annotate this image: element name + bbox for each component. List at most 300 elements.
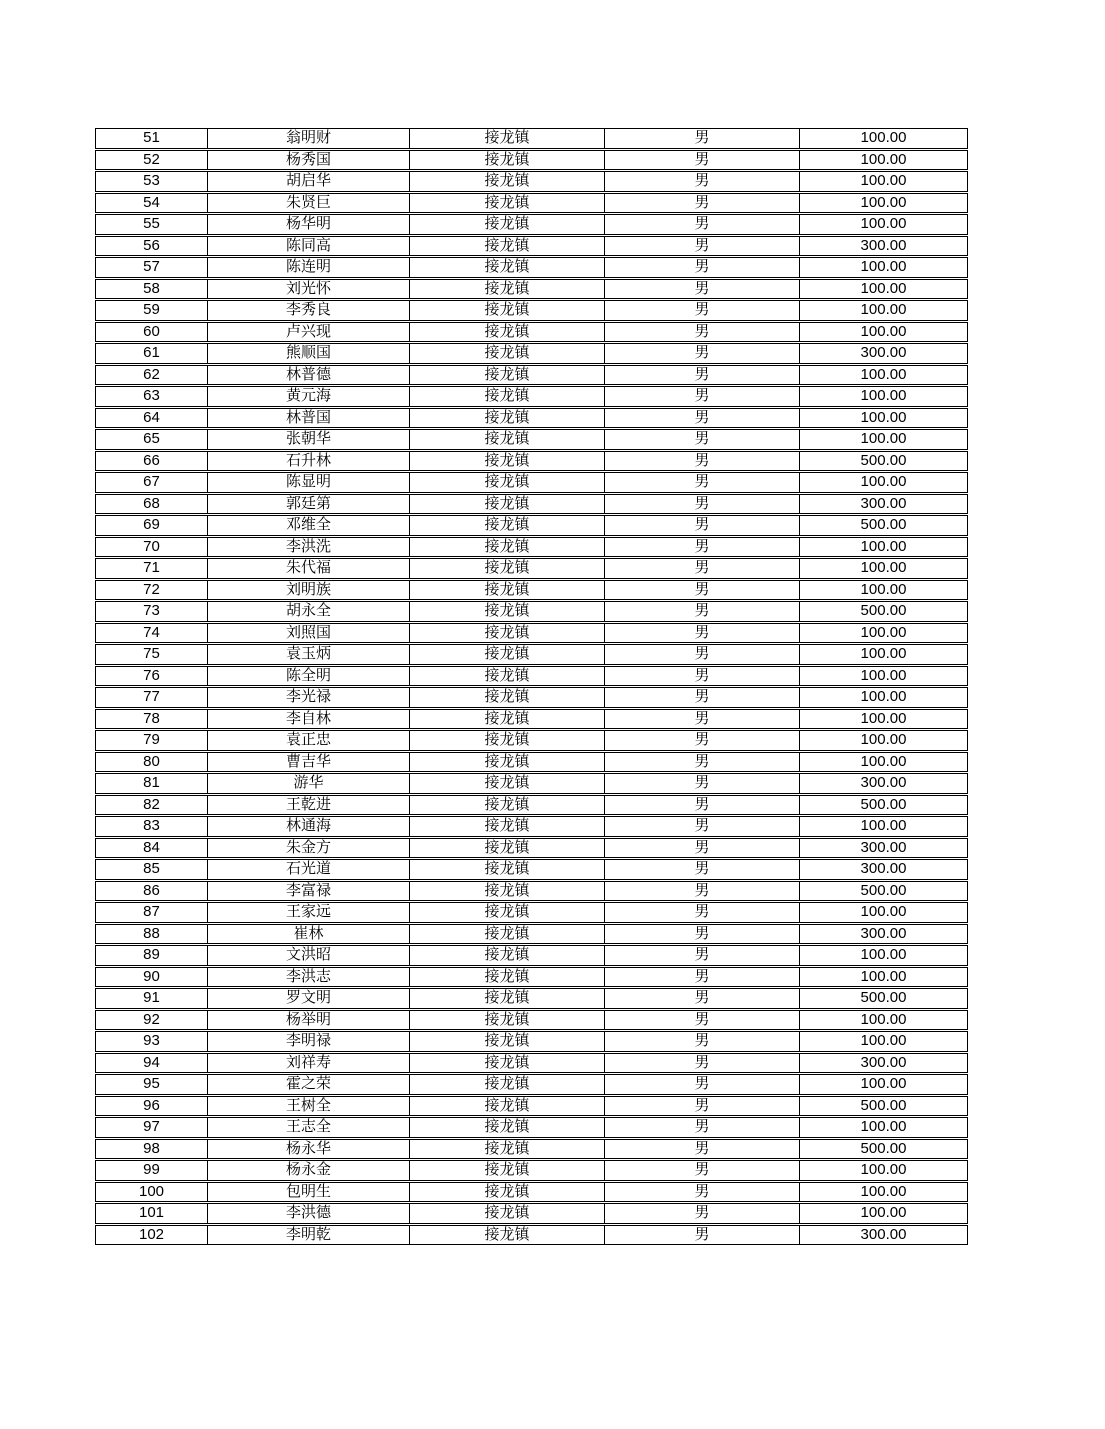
- person-name-cell: 邓维全: [208, 515, 410, 536]
- amount-cell: 100.00: [800, 408, 968, 429]
- amount-cell: 100.00: [800, 1010, 968, 1031]
- row-number-cell: 102: [95, 1225, 208, 1246]
- gender-cell: 男: [605, 537, 800, 558]
- gender-cell: 男: [605, 171, 800, 192]
- town-cell: 接龙镇: [410, 580, 605, 601]
- amount-cell: 100.00: [800, 816, 968, 837]
- row-number-cell: 79: [95, 730, 208, 751]
- person-name-cell: 李洪志: [208, 967, 410, 988]
- gender-cell: 男: [605, 343, 800, 364]
- town-cell: 接龙镇: [410, 128, 605, 149]
- amount-cell: 100.00: [800, 730, 968, 751]
- town-cell: 接龙镇: [410, 558, 605, 579]
- town-cell: 接龙镇: [410, 902, 605, 923]
- town-cell: 接龙镇: [410, 472, 605, 493]
- person-name-cell: 林普德: [208, 365, 410, 386]
- row-number-cell: 58: [95, 279, 208, 300]
- table-row: [95, 752, 968, 773]
- table-row: [95, 838, 968, 859]
- spreadsheet-page: [95, 127, 968, 1246]
- amount-cell: 300.00: [800, 773, 968, 794]
- table-row: [95, 537, 968, 558]
- gender-cell: 男: [605, 580, 800, 601]
- town-cell: 接龙镇: [410, 515, 605, 536]
- row-number-cell: 60: [95, 322, 208, 343]
- town-cell: 接龙镇: [410, 343, 605, 364]
- gender-cell: 男: [605, 730, 800, 751]
- table-row: [95, 730, 968, 751]
- town-cell: 接龙镇: [410, 988, 605, 1009]
- gender-cell: 男: [605, 902, 800, 923]
- amount-cell: 100.00: [800, 687, 968, 708]
- row-number-cell: 63: [95, 386, 208, 407]
- person-name-cell: 刘祥寿: [208, 1053, 410, 1074]
- amount-cell: 300.00: [800, 1053, 968, 1074]
- row-number-cell: 56: [95, 236, 208, 257]
- person-name-cell: 黄元海: [208, 386, 410, 407]
- table-row: [95, 902, 968, 923]
- town-cell: 接龙镇: [410, 1031, 605, 1052]
- amount-cell: 100.00: [800, 558, 968, 579]
- amount-cell: 100.00: [800, 709, 968, 730]
- town-cell: 接龙镇: [410, 408, 605, 429]
- table-row: [95, 150, 968, 171]
- amount-cell: 100.00: [800, 472, 968, 493]
- gender-cell: 男: [605, 494, 800, 515]
- row-number-cell: 81: [95, 773, 208, 794]
- person-name-cell: 杨举明: [208, 1010, 410, 1031]
- person-name-cell: 霍之荣: [208, 1074, 410, 1095]
- amount-cell: 100.00: [800, 967, 968, 988]
- amount-cell: 100.00: [800, 1203, 968, 1224]
- amount-cell: 100.00: [800, 257, 968, 278]
- row-number-cell: 66: [95, 451, 208, 472]
- town-cell: 接龙镇: [410, 773, 605, 794]
- row-number-cell: 97: [95, 1117, 208, 1138]
- town-cell: 接龙镇: [410, 709, 605, 730]
- gender-cell: 男: [605, 365, 800, 386]
- person-name-cell: 袁玉炳: [208, 644, 410, 665]
- row-number-cell: 95: [95, 1074, 208, 1095]
- row-number-cell: 74: [95, 623, 208, 644]
- table-row: [95, 257, 968, 278]
- row-number-cell: 51: [95, 128, 208, 149]
- amount-cell: 100.00: [800, 1160, 968, 1181]
- person-name-cell: 杨华明: [208, 214, 410, 235]
- table-row: [95, 365, 968, 386]
- amount-cell: 100.00: [800, 666, 968, 687]
- person-name-cell: 杨永金: [208, 1160, 410, 1181]
- gender-cell: 男: [605, 601, 800, 622]
- roster-table-body: [95, 128, 968, 1245]
- person-name-cell: 包明生: [208, 1182, 410, 1203]
- row-number-cell: 61: [95, 343, 208, 364]
- table-row: [95, 193, 968, 214]
- person-name-cell: 翁明财: [208, 128, 410, 149]
- table-row: [95, 988, 968, 1009]
- town-cell: 接龙镇: [410, 537, 605, 558]
- table-row: [95, 494, 968, 515]
- person-name-cell: 李洪德: [208, 1203, 410, 1224]
- row-number-cell: 89: [95, 945, 208, 966]
- amount-cell: 500.00: [800, 1096, 968, 1117]
- gender-cell: 男: [605, 300, 800, 321]
- gender-cell: 男: [605, 666, 800, 687]
- person-name-cell: 陈同高: [208, 236, 410, 257]
- table-row: [95, 1117, 968, 1138]
- person-name-cell: 杨永华: [208, 1139, 410, 1160]
- town-cell: 接龙镇: [410, 795, 605, 816]
- gender-cell: 男: [605, 279, 800, 300]
- person-name-cell: 刘照国: [208, 623, 410, 644]
- person-name-cell: 朱贤巨: [208, 193, 410, 214]
- person-name-cell: 李明乾: [208, 1225, 410, 1246]
- gender-cell: 男: [605, 1010, 800, 1031]
- person-name-cell: 李洪洗: [208, 537, 410, 558]
- row-number-cell: 67: [95, 472, 208, 493]
- town-cell: 接龙镇: [410, 945, 605, 966]
- gender-cell: 男: [605, 859, 800, 880]
- gender-cell: 男: [605, 408, 800, 429]
- gender-cell: 男: [605, 386, 800, 407]
- gender-cell: 男: [605, 1117, 800, 1138]
- row-number-cell: 86: [95, 881, 208, 902]
- gender-cell: 男: [605, 773, 800, 794]
- row-number-cell: 83: [95, 816, 208, 837]
- amount-cell: 300.00: [800, 343, 968, 364]
- town-cell: 接龙镇: [410, 236, 605, 257]
- table-row: [95, 386, 968, 407]
- amount-cell: 100.00: [800, 1031, 968, 1052]
- town-cell: 接龙镇: [410, 214, 605, 235]
- amount-cell: 500.00: [800, 601, 968, 622]
- gender-cell: 男: [605, 1031, 800, 1052]
- row-number-cell: 80: [95, 752, 208, 773]
- table-row: [95, 300, 968, 321]
- row-number-cell: 77: [95, 687, 208, 708]
- person-name-cell: 刘明族: [208, 580, 410, 601]
- person-name-cell: 李自林: [208, 709, 410, 730]
- gender-cell: 男: [605, 472, 800, 493]
- gender-cell: 男: [605, 752, 800, 773]
- amount-cell: 100.00: [800, 386, 968, 407]
- gender-cell: 男: [605, 988, 800, 1009]
- town-cell: 接龙镇: [410, 838, 605, 859]
- town-cell: 接龙镇: [410, 816, 605, 837]
- table-row: [95, 644, 968, 665]
- person-name-cell: 李富禄: [208, 881, 410, 902]
- row-number-cell: 93: [95, 1031, 208, 1052]
- town-cell: 接龙镇: [410, 322, 605, 343]
- person-name-cell: 林普国: [208, 408, 410, 429]
- town-cell: 接龙镇: [410, 1010, 605, 1031]
- amount-cell: 100.00: [800, 279, 968, 300]
- row-number-cell: 84: [95, 838, 208, 859]
- table-row: [95, 1031, 968, 1052]
- table-row: [95, 623, 968, 644]
- gender-cell: 男: [605, 795, 800, 816]
- table-row: [95, 1160, 968, 1181]
- gender-cell: 男: [605, 816, 800, 837]
- amount-cell: 500.00: [800, 451, 968, 472]
- gender-cell: 男: [605, 1139, 800, 1160]
- table-row: [95, 773, 968, 794]
- person-name-cell: 崔林: [208, 924, 410, 945]
- amount-cell: 300.00: [800, 1225, 968, 1246]
- gender-cell: 男: [605, 1053, 800, 1074]
- gender-cell: 男: [605, 558, 800, 579]
- town-cell: 接龙镇: [410, 1096, 605, 1117]
- gender-cell: 男: [605, 1182, 800, 1203]
- table-row: [95, 558, 968, 579]
- amount-cell: 100.00: [800, 300, 968, 321]
- person-name-cell: 王乾进: [208, 795, 410, 816]
- amount-cell: 300.00: [800, 859, 968, 880]
- table-row: [95, 924, 968, 945]
- row-number-cell: 54: [95, 193, 208, 214]
- table-row: [95, 945, 968, 966]
- person-name-cell: 袁正忠: [208, 730, 410, 751]
- amount-cell: 100.00: [800, 1117, 968, 1138]
- table-row: [95, 236, 968, 257]
- row-number-cell: 85: [95, 859, 208, 880]
- table-row: [95, 171, 968, 192]
- person-name-cell: 陈连明: [208, 257, 410, 278]
- town-cell: 接龙镇: [410, 687, 605, 708]
- row-number-cell: 70: [95, 537, 208, 558]
- gender-cell: 男: [605, 881, 800, 902]
- person-name-cell: 朱金方: [208, 838, 410, 859]
- town-cell: 接龙镇: [410, 601, 605, 622]
- row-number-cell: 78: [95, 709, 208, 730]
- town-cell: 接龙镇: [410, 1203, 605, 1224]
- table-row: [95, 709, 968, 730]
- gender-cell: 男: [605, 128, 800, 149]
- gender-cell: 男: [605, 1096, 800, 1117]
- person-name-cell: 陈全明: [208, 666, 410, 687]
- row-number-cell: 90: [95, 967, 208, 988]
- amount-cell: 100.00: [800, 752, 968, 773]
- amount-cell: 100.00: [800, 580, 968, 601]
- amount-cell: 100.00: [800, 214, 968, 235]
- amount-cell: 300.00: [800, 494, 968, 515]
- amount-cell: 500.00: [800, 795, 968, 816]
- gender-cell: 男: [605, 257, 800, 278]
- gender-cell: 男: [605, 236, 800, 257]
- gender-cell: 男: [605, 322, 800, 343]
- row-number-cell: 53: [95, 171, 208, 192]
- gender-cell: 男: [605, 150, 800, 171]
- person-name-cell: 郭廷第: [208, 494, 410, 515]
- row-number-cell: 100: [95, 1182, 208, 1203]
- town-cell: 接龙镇: [410, 859, 605, 880]
- person-name-cell: 文洪昭: [208, 945, 410, 966]
- table-row: [95, 472, 968, 493]
- table-row: [95, 1203, 968, 1224]
- amount-cell: 100.00: [800, 537, 968, 558]
- table-row: [95, 666, 968, 687]
- row-number-cell: 71: [95, 558, 208, 579]
- gender-cell: 男: [605, 214, 800, 235]
- person-name-cell: 胡永全: [208, 601, 410, 622]
- row-number-cell: 69: [95, 515, 208, 536]
- town-cell: 接龙镇: [410, 171, 605, 192]
- person-name-cell: 曹吉华: [208, 752, 410, 773]
- town-cell: 接龙镇: [410, 429, 605, 450]
- gender-cell: 男: [605, 1074, 800, 1095]
- gender-cell: 男: [605, 687, 800, 708]
- amount-cell: 500.00: [800, 881, 968, 902]
- table-row: [95, 1139, 968, 1160]
- amount-cell: 100.00: [800, 1074, 968, 1095]
- amount-cell: 100.00: [800, 1182, 968, 1203]
- town-cell: 接龙镇: [410, 365, 605, 386]
- person-name-cell: 罗文明: [208, 988, 410, 1009]
- town-cell: 接龙镇: [410, 494, 605, 515]
- table-row: [95, 1010, 968, 1031]
- table-row: [95, 515, 968, 536]
- person-name-cell: 朱代福: [208, 558, 410, 579]
- town-cell: 接龙镇: [410, 881, 605, 902]
- row-number-cell: 72: [95, 580, 208, 601]
- table-row: [95, 1225, 968, 1246]
- row-number-cell: 101: [95, 1203, 208, 1224]
- row-number-cell: 52: [95, 150, 208, 171]
- gender-cell: 男: [605, 429, 800, 450]
- gender-cell: 男: [605, 1160, 800, 1181]
- town-cell: 接龙镇: [410, 150, 605, 171]
- row-number-cell: 91: [95, 988, 208, 1009]
- amount-cell: 300.00: [800, 838, 968, 859]
- gender-cell: 男: [605, 1203, 800, 1224]
- gender-cell: 男: [605, 515, 800, 536]
- table-row: [95, 279, 968, 300]
- town-cell: 接龙镇: [410, 1117, 605, 1138]
- table-row: [95, 214, 968, 235]
- town-cell: 接龙镇: [410, 1074, 605, 1095]
- person-name-cell: 李秀良: [208, 300, 410, 321]
- person-name-cell: 石光道: [208, 859, 410, 880]
- amount-cell: 100.00: [800, 322, 968, 343]
- gender-cell: 男: [605, 1225, 800, 1246]
- town-cell: 接龙镇: [410, 451, 605, 472]
- town-cell: 接龙镇: [410, 193, 605, 214]
- table-row: [95, 128, 968, 149]
- table-row: [95, 343, 968, 364]
- gender-cell: 男: [605, 623, 800, 644]
- gender-cell: 男: [605, 945, 800, 966]
- person-name-cell: 熊顺国: [208, 343, 410, 364]
- amount-cell: 100.00: [800, 902, 968, 923]
- town-cell: 接龙镇: [410, 1225, 605, 1246]
- person-name-cell: 王志全: [208, 1117, 410, 1138]
- town-cell: 接龙镇: [410, 924, 605, 945]
- table-row: [95, 1074, 968, 1095]
- amount-cell: 300.00: [800, 236, 968, 257]
- person-name-cell: 李明禄: [208, 1031, 410, 1052]
- town-cell: 接龙镇: [410, 623, 605, 644]
- amount-cell: 500.00: [800, 1139, 968, 1160]
- person-name-cell: 王家远: [208, 902, 410, 923]
- table-row: [95, 1053, 968, 1074]
- gender-cell: 男: [605, 924, 800, 945]
- table-row: [95, 451, 968, 472]
- row-number-cell: 65: [95, 429, 208, 450]
- town-cell: 接龙镇: [410, 1139, 605, 1160]
- table-row: [95, 795, 968, 816]
- town-cell: 接龙镇: [410, 300, 605, 321]
- table-row: [95, 601, 968, 622]
- row-number-cell: 62: [95, 365, 208, 386]
- person-name-cell: 卢兴现: [208, 322, 410, 343]
- person-name-cell: 胡启华: [208, 171, 410, 192]
- gender-cell: 男: [605, 967, 800, 988]
- table-row: [95, 322, 968, 343]
- table-row: [95, 429, 968, 450]
- gender-cell: 男: [605, 193, 800, 214]
- row-number-cell: 59: [95, 300, 208, 321]
- person-name-cell: 刘光怀: [208, 279, 410, 300]
- row-number-cell: 94: [95, 1053, 208, 1074]
- row-number-cell: 96: [95, 1096, 208, 1117]
- town-cell: 接龙镇: [410, 967, 605, 988]
- row-number-cell: 98: [95, 1139, 208, 1160]
- person-name-cell: 游华: [208, 773, 410, 794]
- row-number-cell: 75: [95, 644, 208, 665]
- gender-cell: 男: [605, 451, 800, 472]
- amount-cell: 300.00: [800, 924, 968, 945]
- amount-cell: 500.00: [800, 988, 968, 1009]
- table-row: [95, 816, 968, 837]
- town-cell: 接龙镇: [410, 257, 605, 278]
- person-name-cell: 李光禄: [208, 687, 410, 708]
- amount-cell: 100.00: [800, 429, 968, 450]
- person-name-cell: 张朝华: [208, 429, 410, 450]
- roster-table: [95, 127, 968, 1246]
- amount-cell: 100.00: [800, 171, 968, 192]
- row-number-cell: 99: [95, 1160, 208, 1181]
- town-cell: 接龙镇: [410, 730, 605, 751]
- amount-cell: 100.00: [800, 644, 968, 665]
- person-name-cell: 石升林: [208, 451, 410, 472]
- town-cell: 接龙镇: [410, 644, 605, 665]
- row-number-cell: 55: [95, 214, 208, 235]
- amount-cell: 100.00: [800, 128, 968, 149]
- row-number-cell: 87: [95, 902, 208, 923]
- town-cell: 接龙镇: [410, 666, 605, 687]
- town-cell: 接龙镇: [410, 279, 605, 300]
- amount-cell: 100.00: [800, 623, 968, 644]
- table-row: [95, 408, 968, 429]
- town-cell: 接龙镇: [410, 1053, 605, 1074]
- town-cell: 接龙镇: [410, 752, 605, 773]
- row-number-cell: 73: [95, 601, 208, 622]
- table-row: [95, 1096, 968, 1117]
- gender-cell: 男: [605, 709, 800, 730]
- town-cell: 接龙镇: [410, 1160, 605, 1181]
- person-name-cell: 杨秀国: [208, 150, 410, 171]
- row-number-cell: 57: [95, 257, 208, 278]
- person-name-cell: 林通海: [208, 816, 410, 837]
- amount-cell: 500.00: [800, 515, 968, 536]
- town-cell: 接龙镇: [410, 386, 605, 407]
- gender-cell: 男: [605, 644, 800, 665]
- amount-cell: 100.00: [800, 150, 968, 171]
- row-number-cell: 68: [95, 494, 208, 515]
- amount-cell: 100.00: [800, 945, 968, 966]
- table-row: [95, 859, 968, 880]
- row-number-cell: 88: [95, 924, 208, 945]
